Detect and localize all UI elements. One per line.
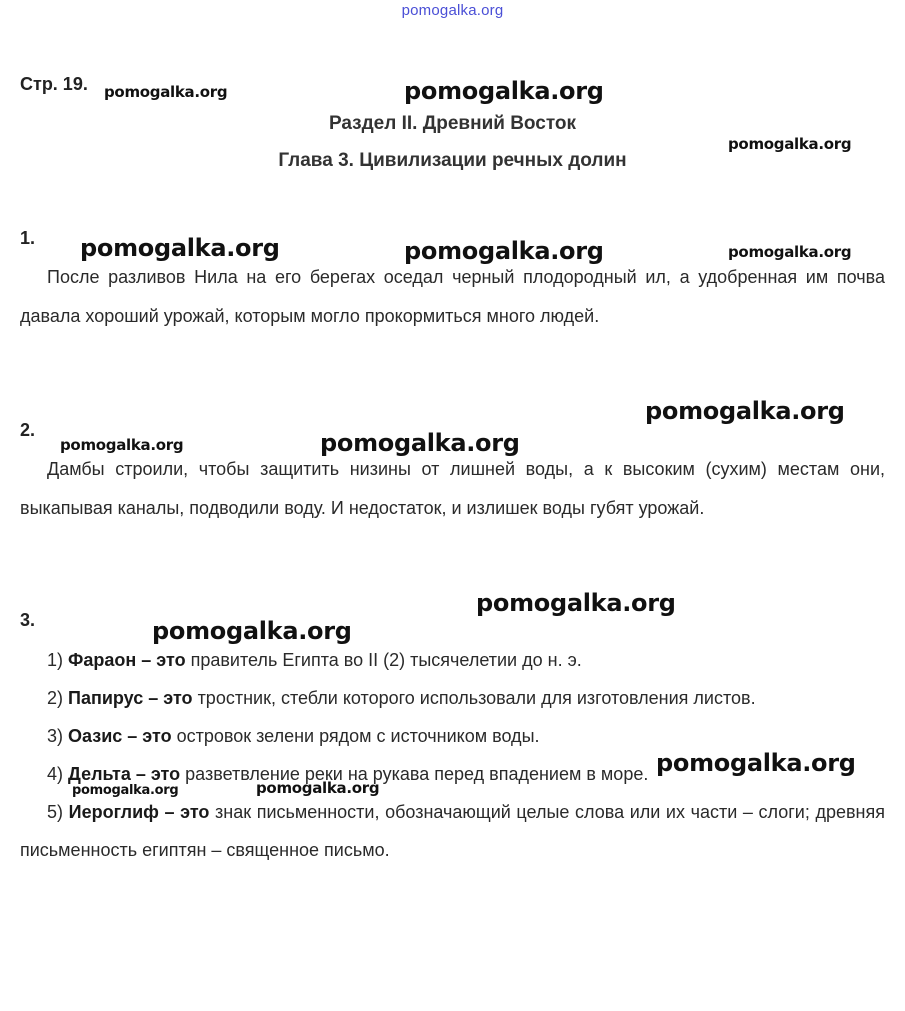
item-number: 2) [47,688,64,708]
watermark-text: pomogalka.org [320,429,520,457]
watermark-text: pomogalka.org [728,243,852,261]
watermark-text: pomogalka.org [72,783,179,798]
term: Иероглиф – это [68,802,210,822]
definition-item [20,679,885,717]
watermark-text: pomogalka.org [645,397,845,425]
term: Дельта – это [68,764,181,784]
definition-item [20,641,885,679]
definition-item [20,793,885,869]
watermark-text: pomogalka.org [404,77,604,105]
question-number-1: 1. [20,228,36,248]
definition: тростник, стебли которого использовали для изготовления листов. [197,688,756,708]
watermark-text: pomogalka.org [728,135,852,153]
item-number: 1) [47,650,64,670]
definition: правитель Египта во II (2) тысячелетии до н. э. [190,650,582,670]
watermark-text: pomogalka.org [60,436,184,454]
question-number-3: 3. [20,610,36,630]
term: Папирус – это [68,688,193,708]
term: Оазис – это [68,726,172,746]
term: Фараон – это [68,650,186,670]
watermark-text: pomogalka.org [152,617,352,645]
watermark-text: pomogalka.org [80,234,280,262]
chapter-title: Глава 3. Цивилизации речных долин [278,150,627,171]
definition: островок зелени рядом с источником воды. [176,726,540,746]
watermark-text: pomogalka.org [476,589,676,617]
watermark-text: pomogalka.org [656,749,856,777]
section-title: Раздел II. Древний Восток [328,113,577,134]
site-watermark-top: pomogalka.org [401,2,504,19]
answer-2-paragraph: Дамбы строили, чтобы защитить низины от лишней воды, а к высоким (сухим) местам они, выкапывая каналы, подводили воду. И недостаток, и излишек воды губят урожай. [20,459,885,518]
question-number-2: 2. [20,420,36,440]
item-number: 5) [47,802,64,822]
definition: разветвление реки на рукава перед впадением в море. [185,764,649,784]
answer-1-paragraph: После разливов Нила на его берегах оседал черный плодородный ил, а удобренная им почва давала хороший урожай, которым могло прокормиться много людей. [20,267,885,326]
watermark-text: pomogalka.org [256,779,380,797]
item-number: 3) [47,726,64,746]
watermark-text: pomogalka.org [104,83,228,101]
page-reference: Стр. 19. [20,74,88,94]
watermark-text: pomogalka.org [404,237,604,265]
definition: знак письменности, обозначающий целые слова или их части – слоги; древняя письменность египтян – священное письмо. [20,802,885,860]
item-number: 4) [47,764,64,784]
